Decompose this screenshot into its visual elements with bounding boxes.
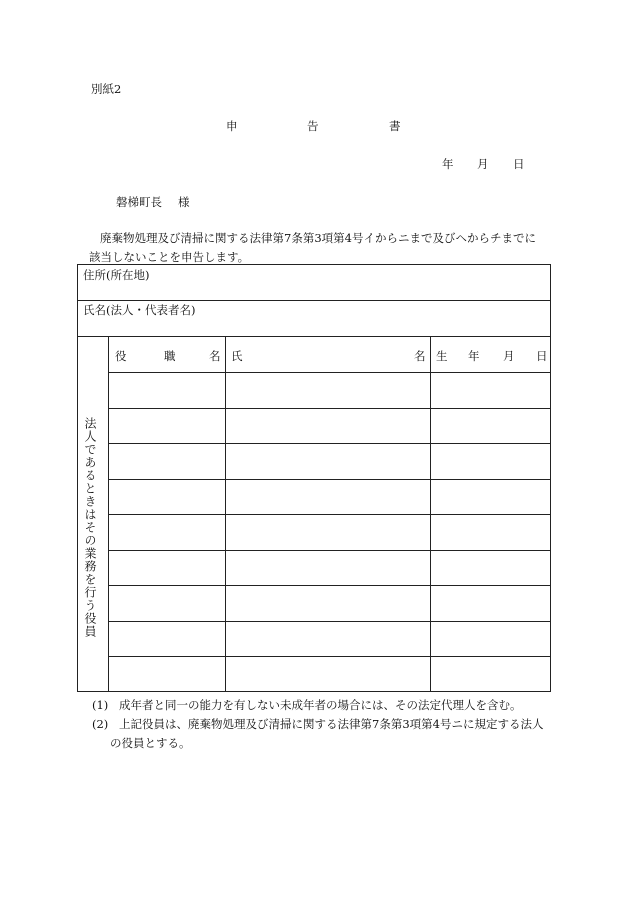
officer-row-line (108, 372, 550, 373)
declaration-line-2: 該当しないことを申告します。 (89, 250, 250, 264)
officer-row-line (108, 408, 550, 409)
col-birth-char-4: 日 (536, 349, 548, 363)
officers-label: 法人であるときはその業務を行う役員 (83, 417, 97, 638)
addressee-honorific: 様 (178, 195, 190, 209)
note-2-continued: の役員とする。 (110, 736, 191, 750)
officer-row-line (108, 443, 550, 444)
note-2: (2) 上記役員は、廃棄物処理及び清掃に関する法律第7条第3項第4号ニに規定する法人 (92, 717, 544, 731)
officer-row-line (108, 621, 550, 622)
name-label: 氏名(法人・代表者名) (83, 303, 196, 317)
declaration-line-1: 廃棄物処理及び清掃に関する法律第7条第3項第4号イからニまで及びヘからチまでに (100, 231, 536, 245)
col-name-char-1: 氏 (231, 349, 243, 363)
officer-row-line (108, 479, 550, 480)
notes (92, 696, 543, 753)
date-year-label: 年 (442, 157, 454, 171)
col-position-char-1: 役 (115, 349, 127, 363)
officer-row-line (108, 550, 550, 551)
addressee (116, 194, 190, 210)
col-name-char-2: 名 (414, 349, 426, 363)
addressee-name: 磐梯町長 (116, 195, 162, 209)
title-char-2: 告 (307, 119, 319, 133)
col-birth-char-1: 生 (436, 349, 448, 363)
date-day-label: 日 (513, 157, 525, 171)
col-position-char-2: 職 (164, 349, 176, 363)
col-position-char-3: 名 (209, 349, 221, 363)
col-birth-char-3: 月 (503, 349, 515, 363)
officer-row-line (108, 514, 550, 515)
declaration-form-table (77, 264, 551, 692)
title-char-1: 申 (226, 119, 238, 133)
col-birth-char-2: 年 (468, 349, 480, 363)
date-month-label: 月 (477, 157, 489, 171)
officer-row-line (108, 656, 550, 657)
attachment-label: 別紙2 (91, 82, 122, 96)
title-char-3: 書 (389, 119, 401, 133)
address-label: 住所(所在地) (83, 268, 150, 282)
officer-row-line (108, 585, 550, 586)
note-1: (1) 成年者と同一の能力を有しない未成年者の場合には、その法定代理人を含む。 (92, 698, 522, 712)
